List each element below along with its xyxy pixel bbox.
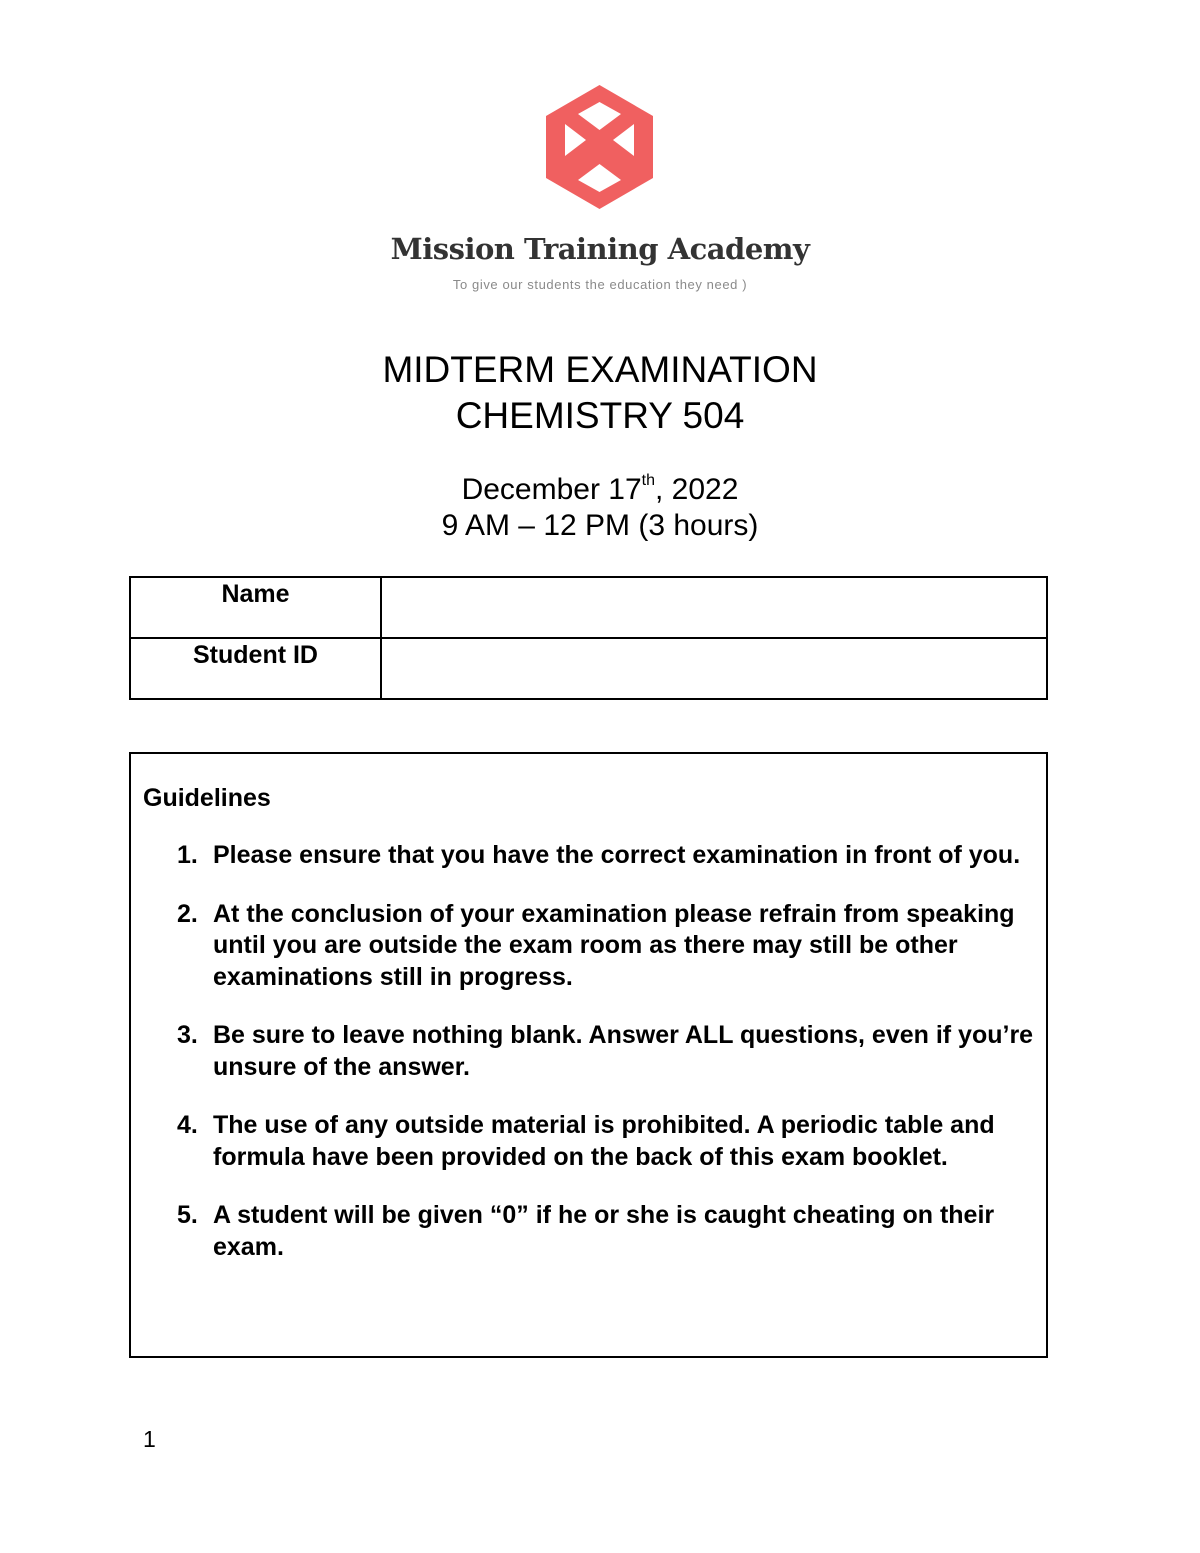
student-info-table [129, 576, 1048, 700]
page-number: 1 [143, 1426, 156, 1452]
guidelines-list [131, 840, 1043, 1290]
list-item-number: 4. [177, 1111, 198, 1139]
student-id-label: Student ID [130, 638, 381, 699]
exam-time: 9 AM – 12 PM (3 hours) [441, 509, 759, 542]
hexagon-logo-icon [543, 83, 656, 211]
list-item-text: Be sure to leave nothing blank. Answer ALL questions, even if you’re unsure of the answer. [213, 1021, 1034, 1081]
exam-schedule [0, 472, 1200, 544]
exam-title-line2: CHEMISTRY 504 [455, 395, 745, 436]
list-item-text: The use of any outside material is prohibited. A periodic table and formula have been provided on the back of this exam booklet. [213, 1111, 995, 1171]
list-item [131, 1020, 1043, 1083]
list-item [131, 1200, 1043, 1263]
exam-date-year: , 2022 [655, 473, 739, 506]
name-field[interactable] [381, 577, 1047, 638]
list-item-text: Please ensure that you have the correct examination in front of you. [213, 841, 1021, 869]
guidelines-box [129, 752, 1048, 1358]
exam-date-ordinal: th [641, 472, 655, 489]
list-item-number: 2. [177, 899, 198, 928]
student-id-field[interactable] [381, 638, 1047, 699]
table-row [130, 638, 1047, 699]
list-item [131, 899, 1043, 994]
list-item [131, 840, 1043, 872]
exam-title [0, 347, 1200, 439]
list-item [131, 1110, 1043, 1173]
name-label: Name [130, 577, 381, 638]
exam-title-line1: MIDTERM EXAMINATION [382, 349, 818, 390]
list-item-text: At the conclusion of your examination please refrain from speaking until you are outside the exam room as there may still be other examinations still in progress. [213, 899, 1015, 991]
list-item-number: 5. [177, 1201, 198, 1229]
guidelines-heading: Guidelines [143, 784, 271, 812]
org-name: Mission Training Academy [390, 232, 810, 266]
exam-date [0, 472, 1200, 508]
list-item-text: A student will be given “0” if he or she is caught cheating on their exam. [213, 1201, 995, 1261]
exam-date-prefix: December 17 [461, 473, 642, 506]
list-item-number: 3. [177, 1021, 198, 1049]
org-tagline: To give our students the education they need ) [452, 277, 748, 292]
list-item-number: 1. [177, 841, 198, 869]
table-row [130, 577, 1047, 638]
